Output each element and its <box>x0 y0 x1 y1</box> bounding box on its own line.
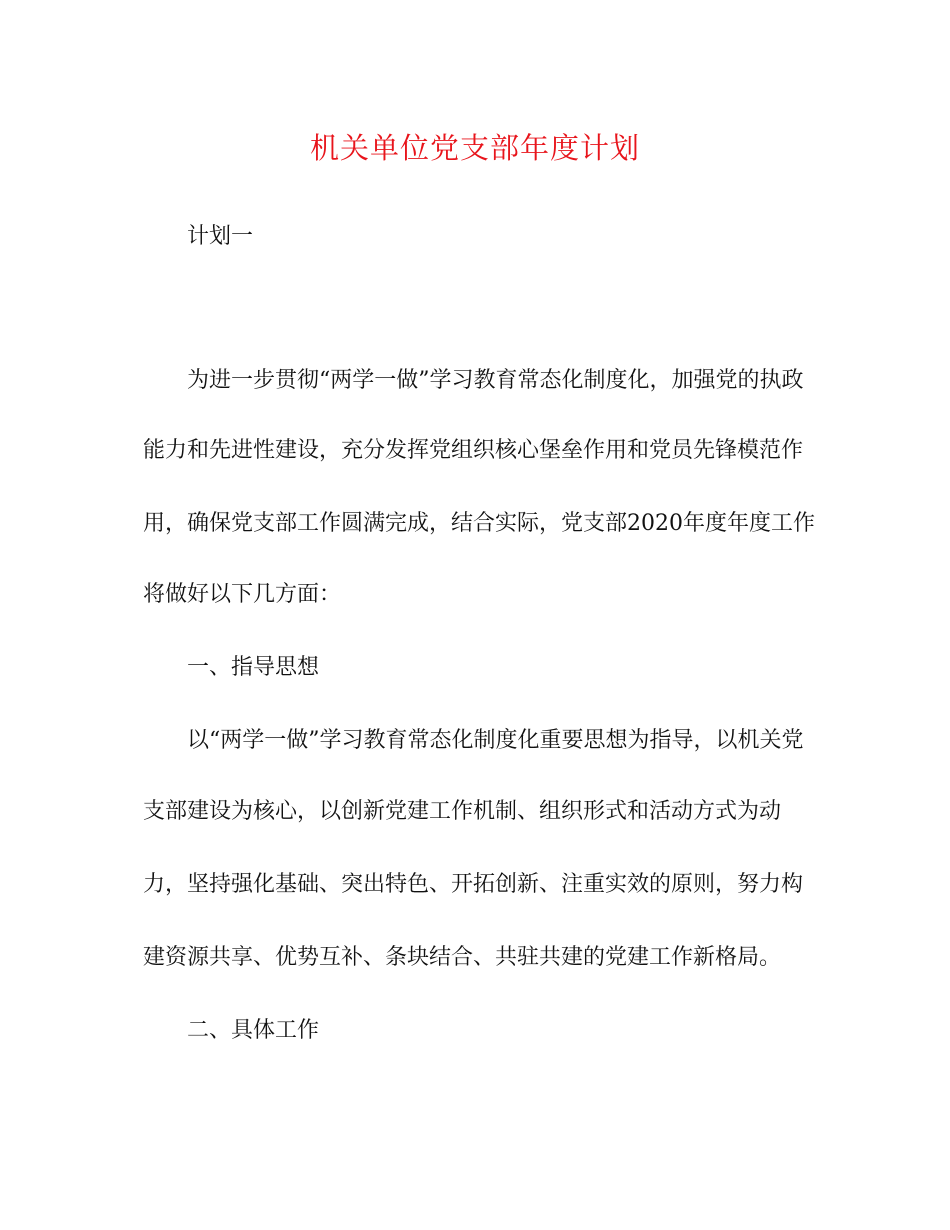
document-title: 机关单位党支部年度计划 <box>309 131 640 165</box>
intro-line-2: 能力和先进性建设，充分发挥党组织核心堡垒作用和党员先锋模范作 <box>143 438 804 463</box>
guideline-line-4: 建资源共享、优势互补、条块结合、共驻共建的党建工作新格局。 <box>143 945 782 970</box>
heading-specific-work: 二、具体工作 <box>187 1018 320 1043</box>
intro-line-3: 用，确保党支部工作圆满完成，结合实际，党支部2020年度年度工作 <box>143 511 815 536</box>
intro-line-4: 将做好以下几方面： <box>143 582 342 607</box>
heading-guiding-ideology: 一、指导思想 <box>187 655 320 680</box>
intro-line-1: 为进一步贯彻“两学一做”学习教育常态化制度化，加强党的执政 <box>187 368 804 393</box>
guideline-line-1: 以“两学一做”学习教育常态化制度化重要思想为指导，以机关党 <box>187 728 804 753</box>
guideline-line-3: 力，坚持强化基础、突出特色、开拓创新、注重实效的原则，努力构 <box>143 872 804 897</box>
guideline-line-2: 支部建设为核心，以创新党建工作机制、组织形式和活动方式为动 <box>143 799 782 824</box>
section-label: 计划一 <box>187 224 254 249</box>
